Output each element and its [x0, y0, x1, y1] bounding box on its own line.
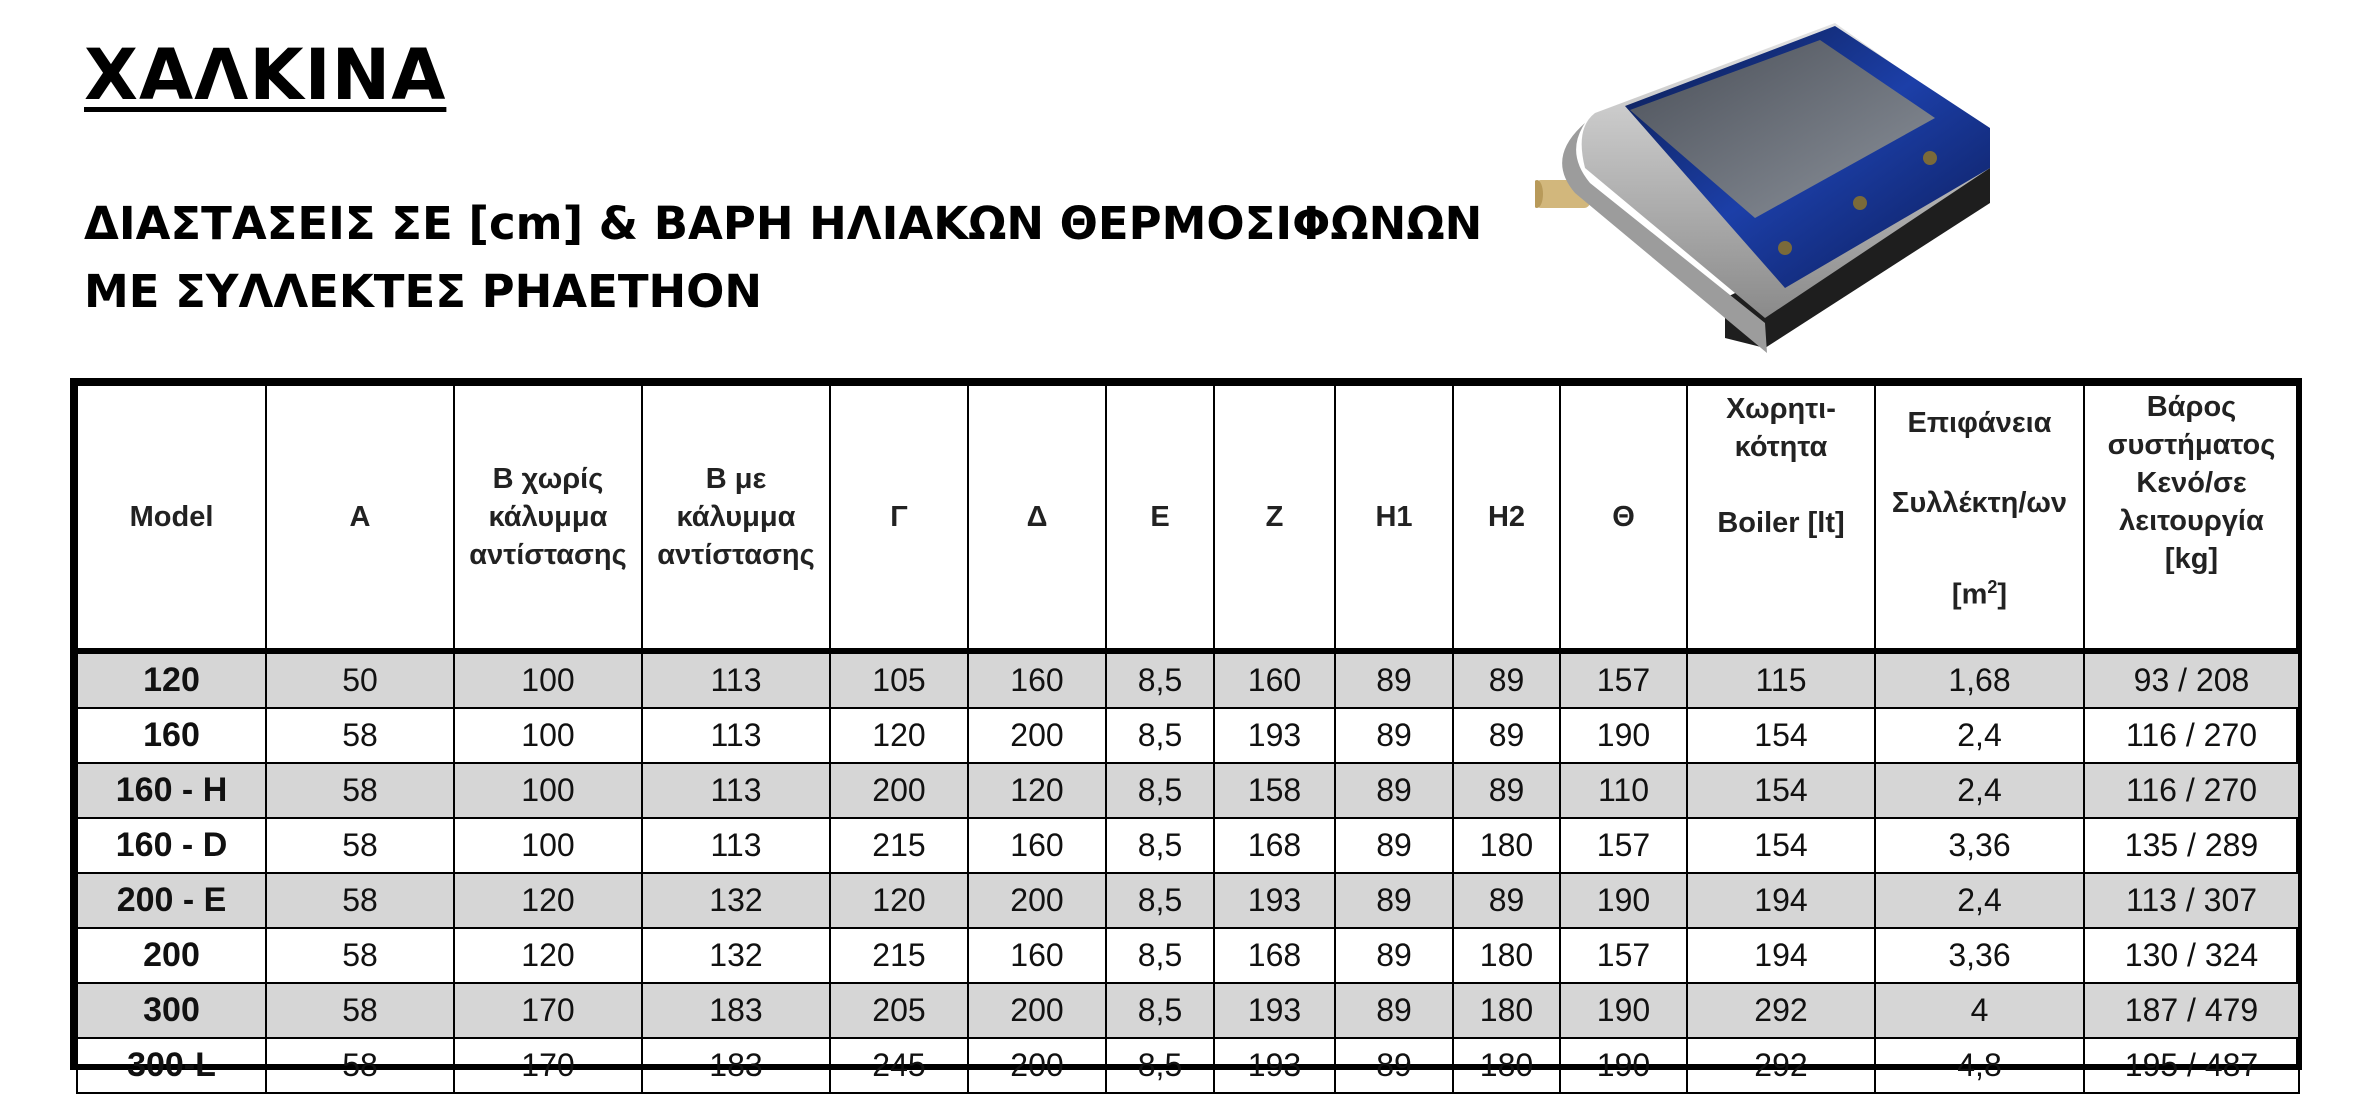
value-cell: 8,5: [1106, 928, 1214, 983]
value-cell: 50: [266, 651, 454, 708]
value-cell: 200: [830, 763, 968, 818]
value-cell: 120: [454, 928, 642, 983]
value-cell: 180: [1453, 818, 1560, 873]
model-cell: 160 - D: [77, 818, 266, 873]
table-row: [77, 651, 2299, 708]
table-row: [77, 983, 2299, 1038]
solar-collector-image: [1535, 18, 2005, 358]
col-header-d: Δ: [968, 385, 1106, 651]
value-cell: 200: [968, 983, 1106, 1038]
col-header-b-without-cover: B χωρίς κάλυμμα αντίστασης: [454, 385, 642, 651]
col-header-theta: Θ: [1560, 385, 1687, 651]
value-cell: 120: [454, 873, 642, 928]
dimensions-table: [70, 378, 2302, 1084]
table-row: [77, 1038, 2299, 1093]
value-cell: 8,5: [1106, 983, 1214, 1038]
value-cell: 1,68: [1875, 651, 2084, 708]
value-cell: 89: [1335, 763, 1453, 818]
value-cell: 193: [1214, 873, 1335, 928]
table-row: [77, 708, 2299, 763]
table-row: [77, 928, 2299, 983]
value-cell: 58: [266, 818, 454, 873]
value-cell: 157: [1560, 928, 1687, 983]
col-header-h2: H2: [1453, 385, 1560, 651]
table-row: [77, 818, 2299, 873]
value-cell: 193: [1214, 983, 1335, 1038]
value-cell: 194: [1687, 873, 1875, 928]
value-cell: 180: [1453, 1038, 1560, 1093]
col-header-capacity: Χωρητι- κότητα Boiler [lt]: [1687, 385, 1875, 651]
model-cell: 160: [77, 708, 266, 763]
model-cell: 300-L: [77, 1038, 266, 1093]
value-cell: 154: [1687, 708, 1875, 763]
value-cell: 190: [1560, 1038, 1687, 1093]
value-cell: 58: [266, 1038, 454, 1093]
value-cell: 200: [968, 708, 1106, 763]
value-cell: 8,5: [1106, 651, 1214, 708]
value-cell: 195 / 487: [2084, 1038, 2299, 1093]
col-header-a: A: [266, 385, 454, 651]
value-cell: 105: [830, 651, 968, 708]
col-header-e: E: [1106, 385, 1214, 651]
col-header-model: Model: [77, 385, 266, 651]
col-header-g: Γ: [830, 385, 968, 651]
value-cell: 89: [1335, 651, 1453, 708]
value-cell: 4,8: [1875, 1038, 2084, 1093]
value-cell: 120: [830, 708, 968, 763]
value-cell: 113: [642, 818, 830, 873]
value-cell: 100: [454, 651, 642, 708]
value-cell: 183: [642, 1038, 830, 1093]
model-cell: 160 - H: [77, 763, 266, 818]
col-header-h1: H1: [1335, 385, 1453, 651]
value-cell: 200: [968, 873, 1106, 928]
col-header-surface: Επιφάνεια Συλλέκτη/ων $[m^2]$: [1875, 385, 2084, 651]
value-cell: 158: [1214, 763, 1335, 818]
value-cell: 89: [1453, 873, 1560, 928]
value-cell: 2,4: [1875, 763, 2084, 818]
value-cell: 132: [642, 873, 830, 928]
value-cell: 8,5: [1106, 763, 1214, 818]
value-cell: 180: [1453, 983, 1560, 1038]
value-cell: 292: [1687, 1038, 1875, 1093]
value-cell: 193: [1214, 1038, 1335, 1093]
table-body: [77, 651, 2299, 1093]
value-cell: 100: [454, 708, 642, 763]
table-row: [77, 763, 2299, 818]
value-cell: 160: [1214, 651, 1335, 708]
value-cell: 58: [266, 873, 454, 928]
value-cell: 8,5: [1106, 818, 1214, 873]
value-cell: 120: [830, 873, 968, 928]
value-cell: 215: [830, 818, 968, 873]
value-cell: 8,5: [1106, 1038, 1214, 1093]
value-cell: 170: [454, 983, 642, 1038]
value-cell: 100: [454, 763, 642, 818]
value-cell: 205: [830, 983, 968, 1038]
value-cell: 245: [830, 1038, 968, 1093]
value-cell: 3,36: [1875, 928, 2084, 983]
value-cell: 89: [1335, 873, 1453, 928]
col-header-weight: Βάρος συστήματος Κενό/σε λειτουργία [kg]: [2084, 385, 2299, 651]
value-cell: 116 / 270: [2084, 708, 2299, 763]
value-cell: 113: [642, 763, 830, 818]
value-cell: 116 / 270: [2084, 763, 2299, 818]
value-cell: 2,4: [1875, 873, 2084, 928]
subtitle-line-2: ΜΕ ΣΥΛΛΕΚΤΕΣ PHAETHON: [84, 265, 763, 318]
value-cell: 190: [1560, 983, 1687, 1038]
value-cell: 113 / 307: [2084, 873, 2299, 928]
model-cell: 200 - E: [77, 873, 266, 928]
value-cell: 157: [1560, 818, 1687, 873]
value-cell: 93 / 208: [2084, 651, 2299, 708]
value-cell: 170: [454, 1038, 642, 1093]
model-cell: 120: [77, 651, 266, 708]
value-cell: 190: [1560, 873, 1687, 928]
page-subtitle: [84, 190, 1484, 326]
col-header-z: Z: [1214, 385, 1335, 651]
value-cell: 110: [1560, 763, 1687, 818]
value-cell: 58: [266, 928, 454, 983]
value-cell: 113: [642, 651, 830, 708]
value-cell: 3,36: [1875, 818, 2084, 873]
value-cell: 100: [454, 818, 642, 873]
value-cell: 89: [1335, 708, 1453, 763]
value-cell: 89: [1335, 1038, 1453, 1093]
value-cell: 183: [642, 983, 830, 1038]
value-cell: 4: [1875, 983, 2084, 1038]
value-cell: 58: [266, 763, 454, 818]
value-cell: 89: [1335, 818, 1453, 873]
value-cell: 160: [968, 818, 1106, 873]
value-cell: 8,5: [1106, 873, 1214, 928]
value-cell: 292: [1687, 983, 1875, 1038]
value-cell: 58: [266, 708, 454, 763]
value-cell: 160: [968, 928, 1106, 983]
value-cell: 180: [1453, 928, 1560, 983]
page-title: ΧΑΛΚΙΝΑ: [84, 34, 447, 116]
value-cell: 190: [1560, 708, 1687, 763]
value-cell: 160: [968, 651, 1106, 708]
value-cell: 120: [968, 763, 1106, 818]
subtitle-line-1: ΔΙΑΣΤΑΣΕΙΣ ΣΕ [cm] & ΒΑΡΗ ΗΛΙΑΚΩΝ ΘΕΡΜΟΣΙΦΩΝΩΝ: [84, 197, 1483, 250]
value-cell: 193: [1214, 708, 1335, 763]
value-cell: 89: [1453, 651, 1560, 708]
table-header-row: [77, 385, 2299, 651]
value-cell: 168: [1214, 928, 1335, 983]
value-cell: 132: [642, 928, 830, 983]
value-cell: 89: [1453, 708, 1560, 763]
value-cell: 154: [1687, 818, 1875, 873]
value-cell: 8,5: [1106, 708, 1214, 763]
value-cell: 135 / 289: [2084, 818, 2299, 873]
value-cell: 187 / 479: [2084, 983, 2299, 1038]
value-cell: 89: [1335, 983, 1453, 1038]
value-cell: 89: [1453, 763, 1560, 818]
model-cell: 200: [77, 928, 266, 983]
value-cell: 200: [968, 1038, 1106, 1093]
value-cell: 168: [1214, 818, 1335, 873]
value-cell: 194: [1687, 928, 1875, 983]
value-cell: 113: [642, 708, 830, 763]
value-cell: 130 / 324: [2084, 928, 2299, 983]
value-cell: 115: [1687, 651, 1875, 708]
col-header-b-with-cover: B με κάλυμμα αντίστασης: [642, 385, 830, 651]
value-cell: 89: [1335, 928, 1453, 983]
table-row: [77, 873, 2299, 928]
value-cell: 157: [1560, 651, 1687, 708]
value-cell: 154: [1687, 763, 1875, 818]
value-cell: 215: [830, 928, 968, 983]
value-cell: 2,4: [1875, 708, 2084, 763]
model-cell: 300: [77, 983, 266, 1038]
value-cell: 58: [266, 983, 454, 1038]
